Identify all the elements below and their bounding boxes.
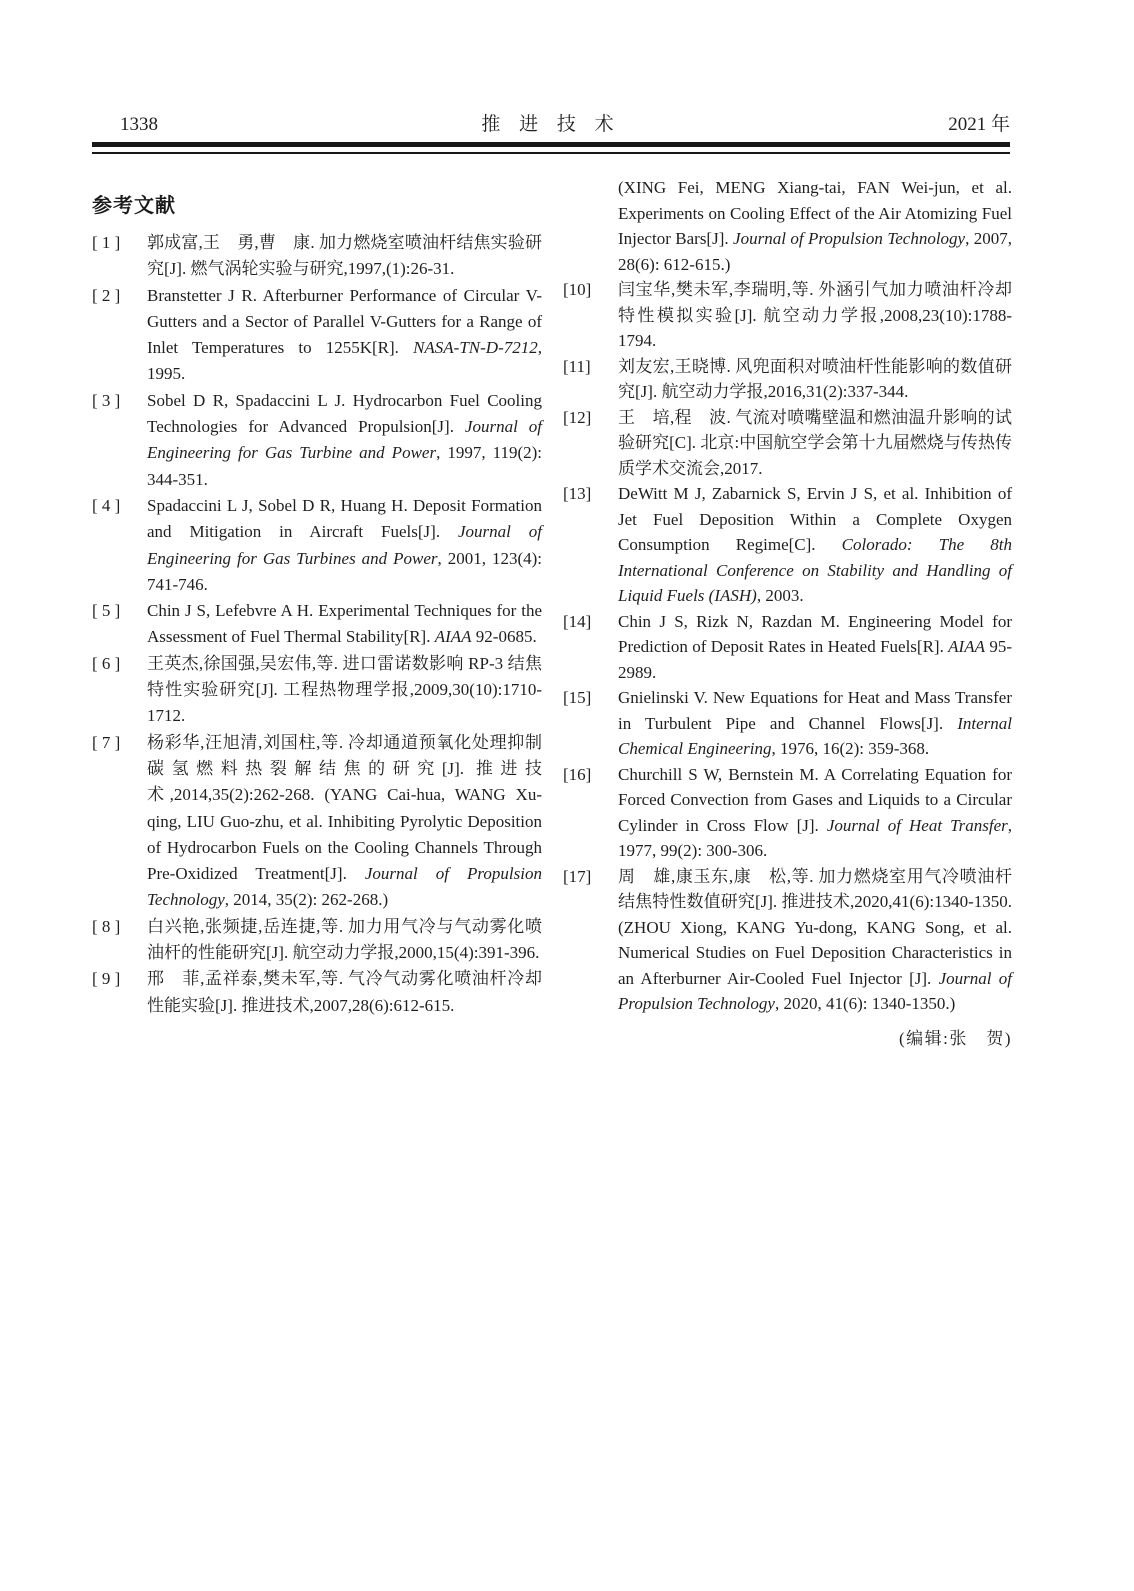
reference-text: Spadaccini L J, Sobel D R, Huang H. Deposit Formation and Mitigation in Aircraft Fuels[J]. [147, 495, 542, 542]
reference-item [92, 651, 542, 730]
reference-item [563, 277, 1012, 354]
reference-text-italic: Journal of Heat Transfer [826, 815, 1008, 835]
reference-label: [17] [563, 866, 592, 886]
reference-text: Gnielinski V. New Equations for Heat and Mass Transfer in Turbulent Pipe and Channel Flows[J]. [618, 688, 1012, 733]
reference-text-italic: Internal Chemical Engineering [618, 713, 1012, 758]
page-header [92, 112, 1010, 138]
references-column-left [92, 230, 542, 1019]
reference-text: 白兴艳,张频捷,岳连捷,等. 加力用气冷与气动雾化喷油杆的性能研究[J]. 航空动力学报,2000,15(4):391-396. [147, 916, 542, 963]
reference-label: [ 7 ] [92, 732, 121, 752]
reference-item [92, 730, 542, 914]
reference-item [92, 966, 542, 1019]
reference-text: Branstetter J R. Afterburner Performance of Circular V-Gutters and a Sector of Parallel V-Gutters for a Range of Inlet Temperatures to 1255K[R]. [147, 285, 542, 358]
reference-text: Chin J S, Rizk N, Razdan M. Engineering Model for Prediction of Deposit Rates in Heated Fuels[R]. [618, 611, 1012, 656]
reference-text: Churchill S W, Bernstein M. A Correlating Equation for Forced Convection from Gases and Liquids to a Circular Cylinder in Cross Flow [J]. [618, 764, 1012, 835]
header-rule-thick [92, 142, 1010, 147]
reference-text-italic: NASA-TN-D-7212 [413, 338, 538, 358]
header-year: 2021 年 [948, 114, 1010, 135]
reference-text: , 2020, 41(6): 1340-1350.) [774, 994, 956, 1013]
reference-item [92, 230, 542, 283]
reference-text: 王 培,程 波. 气流对喷嘴壁温和燃油温升影响的试验研究[C]. 北京:中国航空学会第十九届燃烧与传热传质学术交流会,2017. [618, 407, 1012, 478]
reference-item [92, 388, 542, 493]
reference-text: (XING Fei, MENG Xiang-tai, FAN Wei-jun, et al. Experiments on Cooling Effect of the Air Atomizing Fuel Injector Bars[J]. [618, 178, 1012, 248]
reference-text: , 1977, 99(2): 300-306. [618, 815, 1012, 860]
reference-text: 刘友宏,王晓博. 风兜面积对喷油杆性能影响的数值研究[J]. 航空动力学报,2016,31(2):337-344. [618, 356, 1012, 401]
reference-text: 郭成富,王 勇,曹 康. 加力燃烧室喷油杆结焦实验研究[J]. 燃气涡轮实验与研究,1997,(1):26-31. [147, 233, 542, 279]
reference-text: , 2003. [756, 586, 804, 605]
reference-label: [14] [563, 611, 592, 631]
reference-text: 闫宝华,樊未军,李瑞明,等. 外涵引气加力喷油杆冷却特性模拟实验[J]. 航空动力学报,2008,23(10):1788-1794. [618, 280, 1012, 350]
reference-text-italic: AIAA [434, 627, 472, 647]
reference-text: Chin J S, Lefebvre A H. Experimental Techniques for the Assessment of Fuel Thermal Stability[R]. [147, 601, 542, 647]
reference-item [563, 405, 1012, 482]
reference-label: [16] [563, 764, 592, 784]
reference-item [563, 685, 1012, 762]
reference-text-italic: Journal of Engineering for Gas Turbines and Power [147, 522, 543, 568]
reference-text-italic: Colorado: The 8th International Conference on Stability and Handling of Liquid Fuels (IASH) [618, 535, 1012, 605]
reference-label: [ 8 ] [92, 916, 121, 936]
reference-label: [15] [563, 688, 592, 707]
reference-label: [ 2 ] [92, 285, 121, 305]
reference-item [563, 762, 1012, 864]
reference-text: Sobel D R, Spadaccini L J. Hydrocarbon Fuel Cooling Technologies for Advanced Propulsion[J]. [147, 390, 542, 437]
reference-label: [ 9 ] [92, 969, 121, 989]
journal-title: 推 进 技 术 [481, 114, 621, 135]
reference-text-italic: Journal of Propulsion Technology [618, 968, 1013, 1013]
reference-text: , 2001, 123(4): 741-746. [147, 548, 542, 594]
page-number: 1338 [120, 114, 158, 135]
reference-text: , 1976, 16(2): 359-368. [771, 739, 930, 758]
reference-label: [ 5 ] [92, 601, 121, 621]
reference-item [92, 283, 542, 388]
reference-label: [ 3 ] [92, 390, 121, 410]
reference-label: [ 6 ] [92, 653, 121, 673]
reference-item [563, 609, 1012, 686]
reference-label: [12] [563, 407, 592, 427]
reference-item [563, 864, 1012, 1017]
reference-text: , 1997, 119(2): 344-351. [147, 443, 542, 489]
reference-label: [ 1 ] [92, 233, 121, 252]
reference-item [563, 354, 1012, 405]
reference-text-italic: Journal of Propulsion Technology [733, 229, 966, 248]
reference-text: 95-2989. [618, 637, 1012, 682]
reference-item [92, 914, 542, 967]
reference-text: 周 雄,康玉东,康 松,等. 加力燃烧室用气冷喷油杆结焦特性数值研究[J]. 推进技术,2020,41(6):1340-1350. (ZHOU Xiong, KANG Yu-dong, KANG Song, et al. Numerical Studies on Fuel Deposition Characteristics in an Afterburner Air-Cooled Fuel Injector [J]. [618, 866, 1012, 988]
reference-label: [11] [563, 356, 591, 376]
reference-item-continuation [563, 175, 1012, 277]
reference-label: [ 4 ] [92, 495, 121, 515]
reference-text: , 1995. [147, 338, 542, 384]
reference-text: 杨彩华,汪旭清,刘国柱,等. 冷却通道预氧化处理抑制碳氢燃料热裂解结焦的研究[J]. 推进技术,2014,35(2):262-268. (YANG Cai-hua, WANG Xu-qing, LIU Guo-zhu, et al. Inhibiting Pyrolytic Deposition of Hydrocarbon Fuels on the Cooling Channels Through Pre-Oxidized Treatment[J]. [147, 732, 542, 884]
reference-text: , 2014, 35(2): 262-268.) [224, 890, 389, 910]
editor-note: (编辑:张 贺) [898, 1028, 1012, 1048]
reference-label: [10] [563, 280, 592, 299]
reference-label: [13] [563, 484, 592, 503]
references-column-right [563, 175, 1012, 1051]
reference-item [92, 598, 542, 651]
reference-text-italic: Journal of Propulsion Technology [147, 864, 542, 910]
reference-text: 邢 菲,孟祥泰,樊未军,等. 气冷气动雾化喷油杆冷却性能实验[J]. 推进技术,2007,28(6):612-615. [147, 969, 542, 1015]
reference-text: 王英杰,徐国强,吴宏伟,等. 进口雷诺数影响 RP-3 结焦特性实验研究[J]. 工程热物理学报,2009,30(10):1710-1712. [147, 653, 542, 726]
reference-text: DeWitt M J, Zabarnick S, Ervin J S, et al. Inhibition of Jet Fuel Deposition Within a Complete Oxygen Consumption Regime[C]. [618, 484, 1012, 554]
references-heading: 参考文献 [92, 195, 176, 217]
reference-item [563, 481, 1012, 609]
reference-item [92, 493, 542, 598]
reference-text-italic: AIAA [948, 637, 985, 656]
reference-text-italic: Journal of Engineering for Gas Turbine and Power [147, 417, 542, 463]
header-rule-thin [92, 152, 1010, 154]
reference-text: 92-0685. [471, 627, 537, 647]
reference-text: , 2007, 28(6): 612-615.) [618, 229, 1013, 274]
